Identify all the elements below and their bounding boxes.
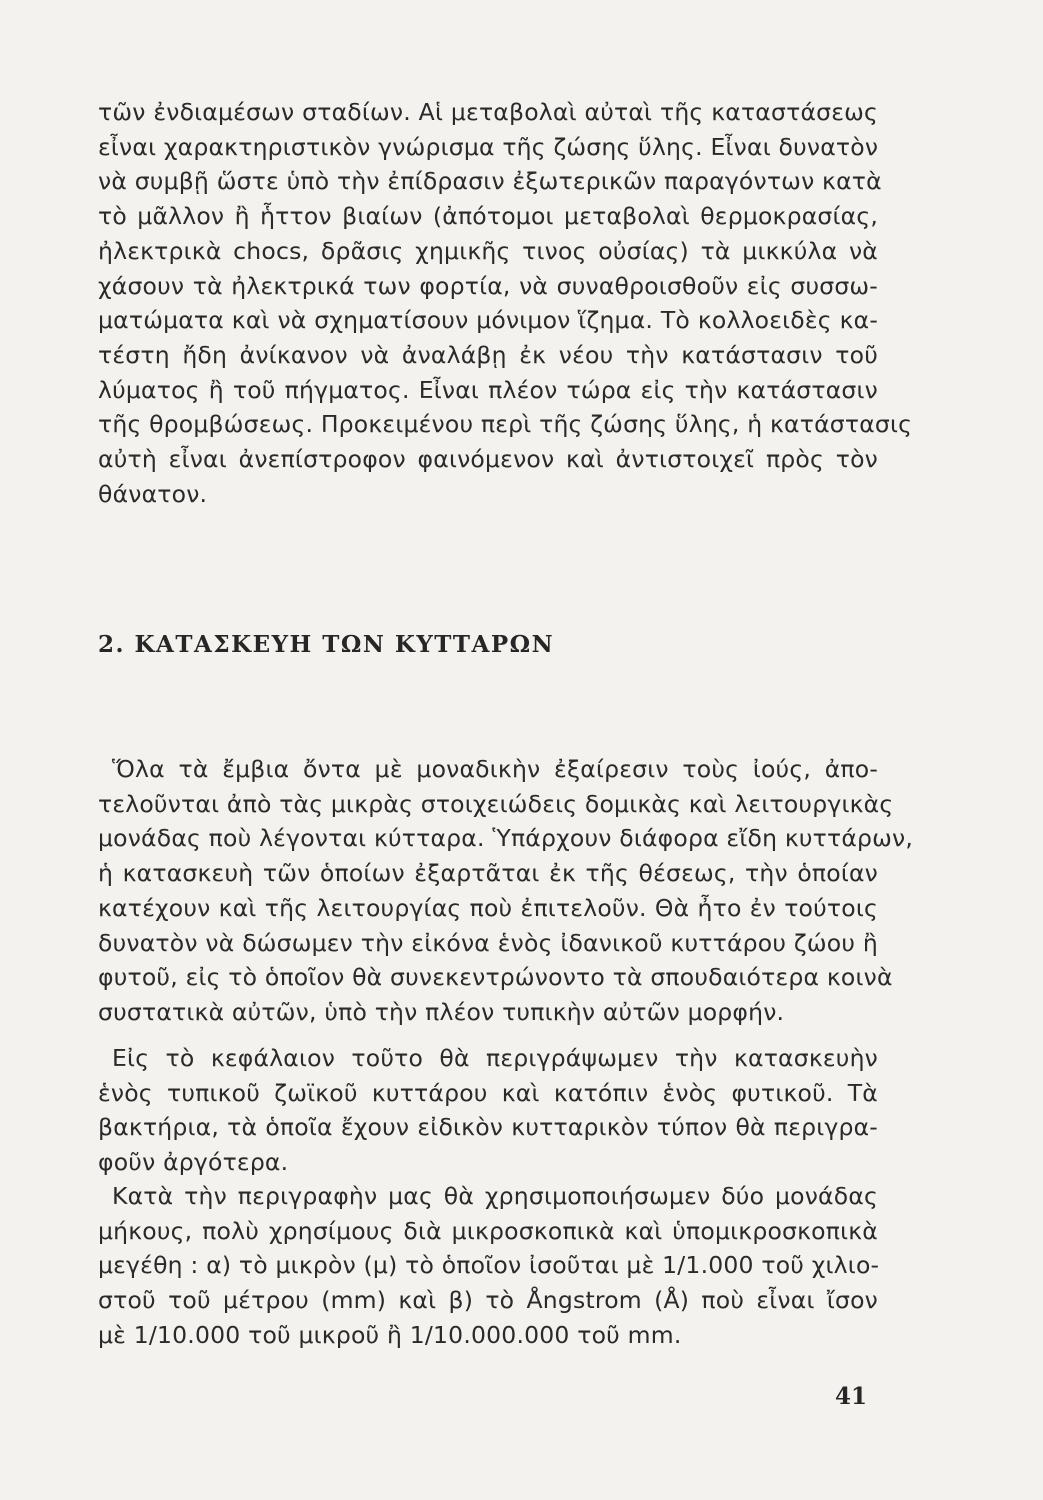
text-line: ἡ κατασκευὴ τῶν ὁποίων ἐξαρτᾶται ἐκ τῆς θέσεως, τὴν ὁποίαν — [98, 859, 878, 888]
text-line: συστατικὰ αὐτῶν, ὑπὸ τὴν πλέον τυπικὴν αὐτῶν μορφήν. — [98, 997, 785, 1026]
text-line: τέστη ἤδη ἀνίκανον νὰ ἀναλάβῃ ἐκ νέου τὴν κατάστασιν τοῦ — [98, 340, 878, 369]
text-line: βακτήρια, τὰ ὁποῖα ἔχουν εἰδικὸν κυτταρικὸν τύπον θὰ περιγρα- — [98, 1113, 878, 1142]
text-line: εἶναι χαρακτηριστικὸν γνώρισμα τῆς ζώσης ὕλης. Εἶναι δυνατὸν — [98, 132, 879, 161]
text-line: ἠλεκτρικὰ chocs, δρᾶσις χημικῆς τινος οὐσίας) τὰ μικκύλα νὰ — [98, 236, 878, 265]
text-line: τῶν ἐνδιαμέσων σταδίων. Αἱ μεταβολαὶ αὐταὶ τῆς καταστάσεως — [98, 98, 878, 126]
text-line: Ὅλα τὰ ἔμβια ὄντα μὲ μοναδικὴν ἐξαίρεσιν τοὺς ἰούς, ἀπο- — [112, 755, 878, 783]
text-line: νὰ συμβῇ ὥστε ὑπὸ τὴν ἐπίδρασιν ἐξωτερικῶν παραγόντων κατὰ — [98, 167, 882, 196]
text-line: μονάδας ποὺ λέγονται κύτταρα. Ὑπάρχουν διάφορα εἴδη κυττάρων, — [98, 824, 914, 853]
text-line: ἑνὸς τυπικοῦ ζωϊκοῦ κυττάρου καὶ κατόπιν ἑνὸς φυτικοῦ. Τὰ — [98, 1078, 878, 1107]
text-line: θάνατον. — [98, 479, 208, 508]
text-line: μεγέθη : α) τὸ μικρὸν (μ) τὸ ὁποῖον ἰσοῦται μὲ 1/1.000 τοῦ χιλιο- — [98, 1251, 880, 1280]
paragraph-length-units — [98, 1179, 878, 1353]
text-line: ματώματα καὶ νὰ σχηματίσουν μόνιμον ἵζημα. Τὸ κολλοειδὲς κα- — [98, 306, 878, 335]
text-line: δυνατὸν νὰ δώσωμεν τὴν εἰκόνα ἑνὸς ἰδανικοῦ κυττάρου ζώου ἢ — [98, 928, 878, 957]
text-line: κατέχουν καὶ τῆς λειτουργίας ποὺ ἐπιτελοῦν. Θὰ ἦτο ἐν τούτοις — [98, 893, 878, 922]
text-line: τελοῦνται ἀπὸ τὰς μικρὰς στοιχειώδεις δομικὰς καὶ λειτουργικὰς — [98, 789, 894, 818]
page-number: 41 — [835, 1383, 868, 1410]
text-line: μήκους, πολὺ χρησίμους διὰ μικροσκοπικὰ καὶ ὑπομικροσκοπικὰ — [98, 1216, 878, 1245]
text-line: τῆς θρομβώσεως. Προκειμένου περὶ τῆς ζώσης ὕλης, ἡ κατάστασις — [98, 410, 913, 439]
text-line: χάσουν τὰ ἠλεκτρικά των φορτία, νὰ συναθροισθοῦν εἰς συσσω- — [98, 271, 878, 300]
paragraph-thrombosis — [98, 95, 913, 511]
section-heading: 2. ΚΑΤΑΣΚΕΥΗ ΤΩΝ ΚΥΤΤΑΡΩΝ — [98, 631, 555, 658]
text-line: Εἰς τὸ κεφάλαιον τοῦτο θὰ περιγράψωμεν τὴν κατασκευὴν — [112, 1044, 878, 1072]
text-line: μὲ 1/10.000 τοῦ μικροῦ ἢ 1/10.000.000 τοῦ mm. — [98, 1320, 682, 1349]
paragraph-chapter-plan — [98, 1041, 878, 1180]
text-line: στοῦ τοῦ μέτρου (mm) καὶ β) τὸ Ångstrom (Å) ποὺ εἶναι ἴσον — [98, 1286, 878, 1315]
text-line: λύματος ἢ τοῦ πήγματος. Εἶναι πλέον τώρα εἰς τὴν κατάστασιν — [98, 375, 878, 404]
text-line: αὐτὴ εἶναι ἀνεπίστροφον φαινόμενον καὶ ἀντιστοιχεῖ πρὸς τὸν — [98, 445, 878, 474]
text-line: τὸ μᾶλλον ἢ ἧττον βιαίων (ἀπότομοι μεταβολαὶ θερμοκρασίας, — [98, 202, 878, 231]
text-line: φυτοῦ, εἰς τὸ ὁποῖον θὰ συνεκεντρώνοντο τὰ σπουδαιότερα κοινὰ — [98, 963, 893, 992]
paragraph-cells-intro — [98, 752, 914, 1030]
text-line: Κατὰ τὴν περιγραφὴν μας θὰ χρησιμοποιήσωμεν δύο μονάδας — [112, 1182, 878, 1210]
text-line: φοῦν ἀργότερα. — [98, 1148, 289, 1177]
